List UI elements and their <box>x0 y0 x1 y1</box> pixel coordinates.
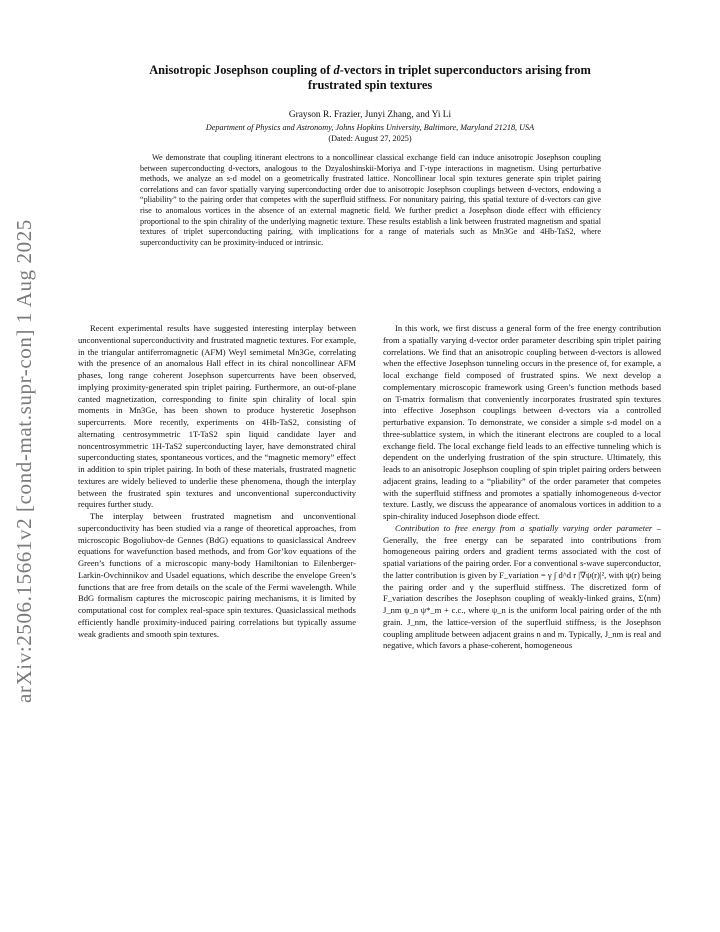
author-list: Grayson R. Frazier, Junyi Zhang, and Yi Li <box>288 110 452 120</box>
left-column <box>78 323 356 640</box>
intro-paragraph-1: Recent experimental results have suggested interesting interplay between unconventional superconductivity and frustrated magnetic textures. For example, in the triangular antiferromagnetic (AFM) Weyl semimetal Mn3Ge, correlating with the presence of an anomalous Hall effect in its chiral noncollinear AFM phases, long range coherent Josephson supercurrents have been observed, implying proximity-generated spin triplet pairing. Furthermore, an out-of-plane canted magnetization, corresponding to finite spin chirality of local spin moments in Mn3Ge, has been shown to produce hysteretic Josephson supercurrents. More recently, experiments on 4Hb-TaS2, consisting of alternating centrosymmetric 1T-TaS2 spin liquid candidate layer and noncentrosymmetric 1H-TaS2 superconducting layer, have demonstrated chiral superconducting states, spontaneous vortices, and the “magnetic memory” effect in addition to spin triplet pairing. In both of these materials, frustrated magnetic textures are widely believed to underlie these phenomena, though the interplay between the frustrated spin textures and unconventional superconductivity requires further study. <box>78 323 356 510</box>
overview-paragraph: In this work, we first discuss a general form of the free energy contribution from a spatially varying d-vector order parameter describing spin triplet pairing correlations. We find that an anisotropic coupling between d-vectors is allowed when the effective Josephson tunneling occurs in the presence of, for example, a local exchange field composed of frustrated spins. We next develop a complementary microscopic framework using Green’s function methods based on T-matrix formalism that conveniently incorporates frustrated spin textures into effective Josephson couplings between d-vectors via a controlled perturbative expansion. To demonstrate, we consider a simple s-d model on a three-sublattice system, in which the itinerant electrons are coupled to a local exchange field. The local exchange field leads to an effective tunneling which is dependent on the underlying frustration of the spin structure. Ultimately, this leads to an anisotropic Josephson coupling of spin triplet pairing orders between adjacent grains, leading to a “pliability” of the order parameter that competes with the superfluid stiffness and promotes a spatially inhomogeneous d-vector texture. Lastly, we discuss the appearance of anomalous vortices in addition to a spin-chirality induced Josephson diode effect. <box>383 323 661 521</box>
paper-title: Anisotropic Josephson coupling of d-vectors in triplet superconductors arising from frustrated spin textures <box>149 63 591 92</box>
dated-line: (Dated: August 27, 2025) <box>328 134 412 143</box>
free-energy-paragraph: Contribution to free energy from a spatially varying order parameter – Generally, the free energy can be separated into contributions from homogeneous pairing orders and gradient terms associated with the cost of spatial variations of the pairing order. For a conventional s-wave superconductor, the latter contribution is given by F_variation = γ ∫ d^d r |∇ψ(r)|², with ψ(r) being the pairing order and γ the superfluid stiffness. The discretized form of F_variation describes the Josephson coupling of weakly-linked grains, Σ⟨nm⟩ J_nm ψ_n ψ*_m + c.c., where ψ_n is the uniform local pairing order of the nth grain. J_nm, the lattice-version of the superfluid stiffness, is the Josephson coupling amplitude between adjacent grains n and m. Typically, J_nm is real and negative, which favors a phase-coherent, homogeneous <box>383 522 661 651</box>
arxiv-identifier: arXiv:2506.15661v2 [cond-mat.supr-con] 1 Aug 2025 <box>12 219 36 703</box>
intro-paragraph-2: The interplay between frustrated magnetism and unconventional superconductivity has been studied via a range of theoretical approaches, from microscopic Bogoliubov-de Gennes (BdG) equations to quasiclassical Andreev equations for wavefunction based methods, and from Gor’kov equations of the Green’s functions of a microscopic many-body Hamiltonian to Eilenberger-Larkin-Ovchinnikov and Usadel equations, which describe the envelope Green’s functions that are free from details on the scale of the Fermi wavelength. While BdG formalism captures the microscopic pairing mechanisms, it is limited by computational cost for complex real-space spin textures. Quasiclassical methods efficiently handle proximity-induced pairing correlations but typically assume weak gradients and smooth spin textures. <box>78 511 356 639</box>
section-run-in-heading: Contribution to free energy from a spatially varying order parameter <box>395 522 653 533</box>
abstract: We demonstrate that coupling itinerant electrons to a noncollinear classical exchange field can induce anisotropic Josephson coupling between superconducting d-vectors, analogous to the Dzyaloshinskii-Moriya and Γ-type interactions in magnetism. Using perturbative methods, we analyze an s-d model on a geometrically frustrated lattice. Noncollinear local spin textures generate spin triplet pairing correlations and can favor spatially varying superconducting order due to anisotropic Josephson couplings between d-vectors, endowing a “pliability” to the pairing order that competes with the superfluid stiffness. For nonunitary pairing, this spatial texture of d-vectors can give rise to anomalous vortices in the absence of an external magnetic field. We further predict a Josephson diode effect with efficiency proportional to the spin chirality of the underlying magnetic texture. These results establish a link between frustrated magnetism and spatial textures of triplet superconducting pairing, with implications for a range of materials such as Mn3Ge and 4Hb-TaS2, where superconductivity can be proximity-induced or intrinsic. <box>140 153 601 247</box>
right-column <box>383 323 661 652</box>
affiliation: Department of Physics and Astronomy, Johns Hopkins University, Baltimore, Maryland 21218, USA <box>205 123 535 132</box>
